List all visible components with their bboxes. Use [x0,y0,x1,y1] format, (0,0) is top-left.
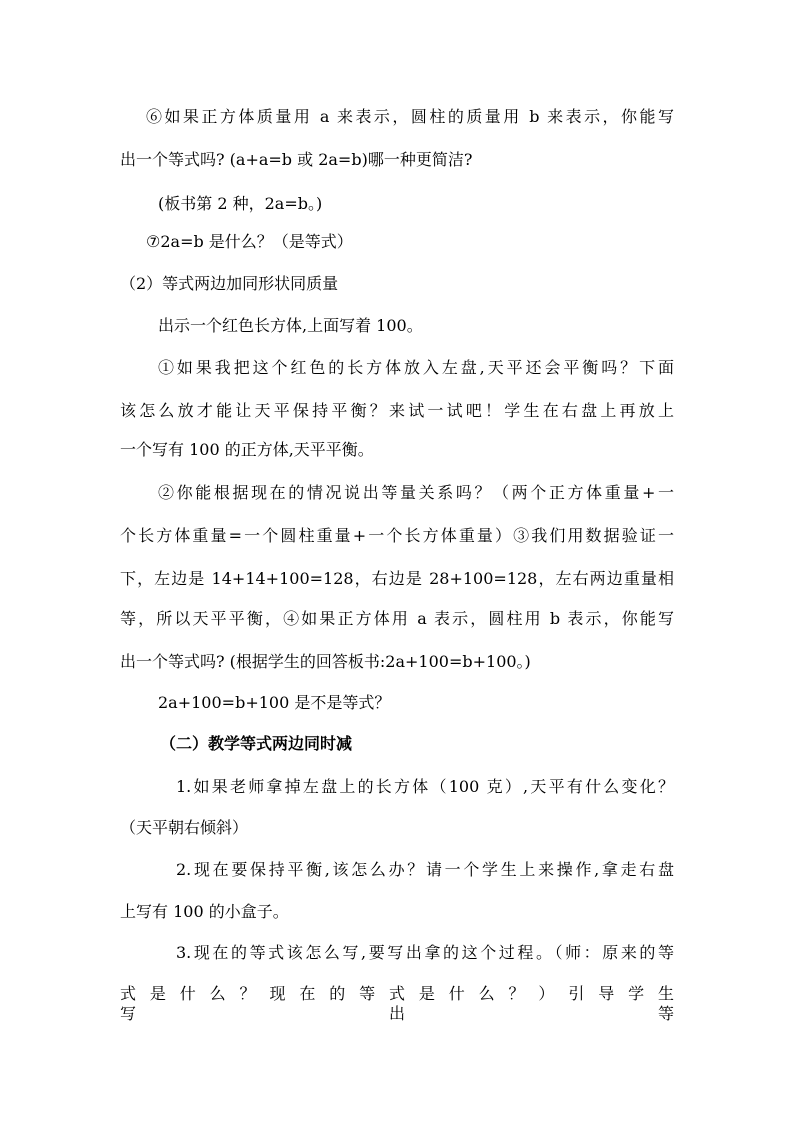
paragraph-line-11: 个长方体重量=一个圆柱重量+一个长方体重量）③我们用数据验证一 [120,526,674,545]
paragraph-line-14: 出一个等式吗? (根据学生的回答板书:2a+100=b+100。) [120,652,531,671]
paragraph-line-18: （天平朝右倾斜） [120,818,249,837]
paragraph-line-20: 上写有 100 的小盒子。 [120,902,289,921]
paragraph-line-9: 一个写有 100 的正方体,天平平衡。 [120,440,374,459]
paragraph-line-22: 式 是 什 么 ？ 现 在 的 等 式 是 什 么 ？ ） 引 导 学 生 写 出 等 [120,984,674,1023]
paragraph-line-2: 出一个等式吗? (a+a=b 或 2a=b)哪一种更简洁? [120,150,473,169]
paragraph-line-3: (板书第 2 种，2a=b。) [158,194,323,213]
paragraph-line-8: 该怎么放才能让天平保持平衡？来试一试吧！学生在右盘上再放上 [120,401,674,420]
paragraph-line-17: 1.如果老师拿掉左盘上的长方体（100 克）,天平有什么变化？ [176,777,674,796]
paragraph-line-4: ⑦2a=b 是什么？（是等式） [146,232,353,251]
paragraph-line-15: 2a+100=b+100 是不是等式？ [158,693,391,712]
paragraph-line-12: 下，左边是 14+14+100=128，右边是 28+100=128，左右两边重量相 [120,569,674,588]
paragraph-line-13: 等，所以天平平衡，④如果正方体用 a 表示，圆柱用 b 表示，你能写 [120,609,674,628]
paragraph-line-19: 2.现在要保持平衡,该怎么办？请一个学生上来操作,拿走右盘 [176,860,674,879]
section-heading-er: （二）教学等式两边同时减 [160,734,353,753]
paragraph-line-7: ①如果我把这个红色的长方体放入左盘,天平还会平衡吗？下面 [158,358,674,377]
paragraph-line-10: ②你能根据现在的情况说出等量关系吗？（两个正方体重量+一 [158,483,674,502]
section-heading-2: （2）等式两边加同形状同质量 [120,274,339,293]
paragraph-line-6: 出示一个红色长方体,上面写着 100。 [158,316,423,335]
paragraph-line-21: 3.现在的等式该怎么写,要写出拿的这个过程。（师：原来的等 [176,943,674,962]
paragraph-line-1: ⑥如果正方体质量用 a 来表示，圆柱的质量用 b 来表示，你能写 [146,107,674,126]
